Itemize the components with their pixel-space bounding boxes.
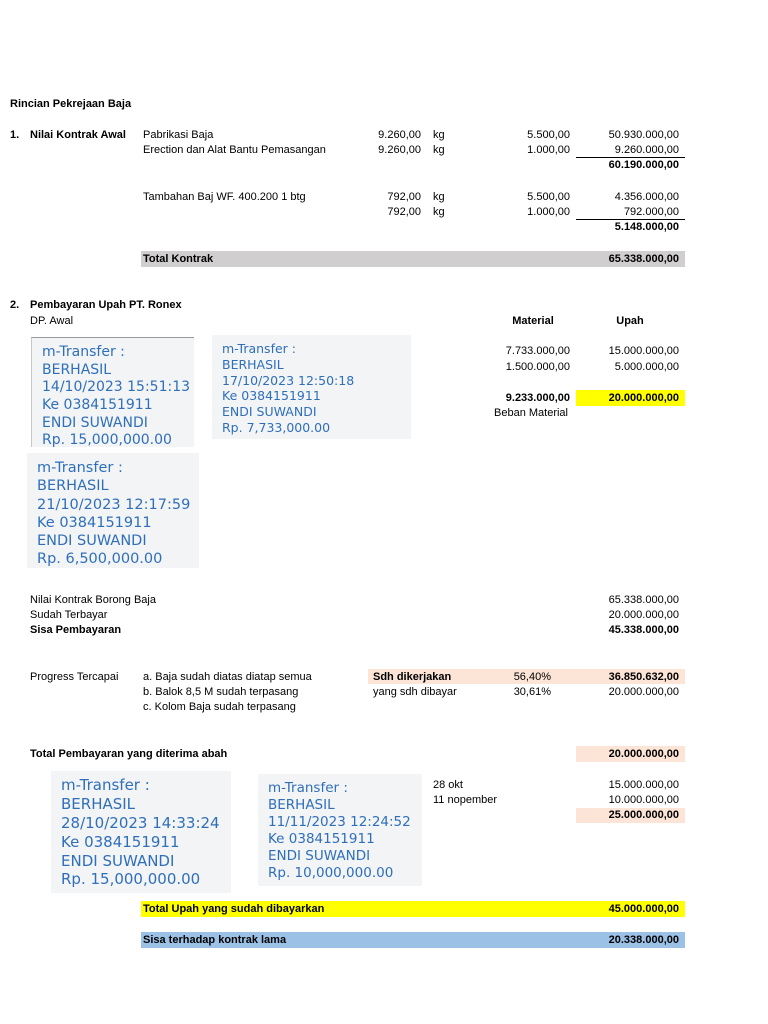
- receipt-line: m-Transfer :: [37, 460, 123, 476]
- row-total: 50.930.000,00: [608, 129, 679, 141]
- receipt-line: BERHASIL: [61, 794, 136, 813]
- row-unit: kg: [433, 191, 445, 203]
- progress-item: c. Kolom Baja sudah terpasang: [143, 701, 296, 713]
- receipt-line: BERHASIL: [222, 356, 284, 372]
- material-value: 1.500.000,00: [505, 361, 570, 373]
- done-label: Sdh dikerjakan: [373, 671, 452, 683]
- receipt-line: Rp. 15,000,000.00: [42, 432, 172, 449]
- row-price: 5.500,00: [527, 191, 570, 203]
- received-label: Total Pembayaran yang diterima abah: [30, 748, 228, 760]
- row-total: 9.260.000,00: [614, 144, 679, 156]
- sudah-terbayar-value: 20.000.000,00: [608, 609, 679, 621]
- paid-percent: 30,61%: [513, 686, 551, 698]
- receipt-line: BERHASIL: [37, 478, 109, 495]
- transfer-receipt: [31, 337, 194, 447]
- receipt-line: Ke 0384151911: [42, 396, 153, 413]
- receipt-line: ENDI SUWANDI: [222, 404, 317, 419]
- row-price: 5.500,00: [527, 129, 570, 141]
- subtotal-1: 60.190.000,00: [608, 159, 679, 171]
- received-value: 20.000.000,00: [608, 748, 679, 760]
- receipt-line: ENDI SUWANDI: [42, 414, 148, 431]
- transfer-receipt: [51, 771, 231, 893]
- progress-item: b. Balok 8,5 M sudah terpasang: [143, 686, 299, 698]
- row-price: 1.000,00: [527, 144, 570, 156]
- nilai-kontrak-value: 65.338.000,00: [608, 594, 679, 606]
- row-total: 4.356.000,00: [614, 191, 679, 203]
- sisa-pembayaran-value: 45.338.000,00: [608, 624, 679, 636]
- done-percent: 56,40%: [513, 671, 551, 683]
- row-qty: 792,00: [387, 206, 421, 218]
- material-sum: 9.233.000,00: [505, 392, 570, 404]
- upah-value: 5.000.000,00: [614, 361, 679, 373]
- receipt-line: ENDI SUWANDI: [268, 848, 371, 864]
- upah-sum: 20.000.000,00: [608, 392, 679, 404]
- receipt-line: Ke 0384151911: [268, 831, 375, 847]
- row-unit: kg: [433, 129, 445, 141]
- received-date: 28 okt: [433, 779, 463, 791]
- transfer-receipt: [27, 453, 199, 568]
- receipt-line: BERHASIL: [268, 797, 335, 813]
- receipt-line: Ke 0384151911: [222, 388, 321, 404]
- receipt-line: m-Transfer :: [222, 341, 296, 356]
- paid-label: yang sdh dibayar: [373, 686, 457, 698]
- row-qty: 9.260,00: [378, 144, 421, 156]
- receipt-line: 14/10/2023 15:51:13: [42, 379, 191, 396]
- row-desc: Pabrikasi Baja: [143, 129, 214, 141]
- material-value: 7.733.000,00: [505, 345, 570, 357]
- row-qty: 9.260,00: [378, 129, 421, 141]
- receipt-line: m-Transfer :: [42, 344, 125, 360]
- total-upah-value: 45.000.000,00: [608, 903, 679, 915]
- receipt-line: Rp. 7,733,000.00: [222, 419, 331, 435]
- sudah-terbayar-label: Sudah Terbayar: [30, 609, 108, 621]
- receipt-line: BERHASIL: [42, 361, 112, 378]
- paid-value: 20.000.000,00: [608, 686, 679, 698]
- sisa-pembayaran-label: Sisa Pembayaran: [30, 624, 122, 636]
- transfer-receipt: [212, 335, 411, 439]
- received-amount: 10.000.000,00: [608, 794, 679, 806]
- beban-material-label: Beban Material: [494, 407, 568, 419]
- row-desc: Tambahan Baj WF. 400.200 1 btg: [143, 191, 306, 203]
- page-title: Rincian Pekrejaan Baja: [10, 98, 132, 110]
- receipt-line: Ke 0384151911: [61, 832, 180, 851]
- row-price: 1.000,00: [527, 206, 570, 218]
- transfer-receipt: [258, 774, 422, 886]
- progress-label: Progress Tercapai: [30, 671, 119, 683]
- col-material-header: Material: [512, 315, 554, 327]
- sisa-kontrak-label: Sisa terhadap kontrak lama: [143, 934, 287, 946]
- receipt-line: ENDI SUWANDI: [37, 533, 147, 550]
- subtotal-2: 5.148.000,00: [614, 221, 679, 233]
- section-2-heading: Pembayaran Upah PT. Ronex: [30, 299, 182, 311]
- received-amount: 15.000.000,00: [608, 779, 679, 791]
- receipt-line: m-Transfer :: [268, 780, 348, 796]
- total-kontrak-value: 65.338.000,00: [608, 253, 679, 265]
- received-sum: 25.000.000,00: [608, 809, 679, 821]
- row-desc: Erection dan Alat Bantu Pemasangan: [143, 144, 326, 156]
- receipt-line: 17/10/2023 12:50:18: [222, 372, 355, 388]
- receipt-line: 11/11/2023 12:24:52: [268, 814, 411, 830]
- total-upah-label: Total Upah yang sudah dibayarkan: [143, 903, 325, 915]
- row-unit: kg: [433, 144, 445, 156]
- sisa-kontrak-value: 20.338.000,00: [608, 934, 679, 946]
- receipt-line: ENDI SUWANDI: [61, 851, 175, 870]
- receipt-line: 21/10/2023 12:17:59: [37, 496, 191, 513]
- row-total: 792.000,00: [623, 206, 679, 218]
- receipt-line: 28/10/2023 14:33:24: [61, 813, 220, 832]
- receipt-line: Rp. 10,000,000.00: [268, 865, 394, 881]
- dp-awal-label: DP. Awal: [30, 315, 74, 327]
- section-1-number: 1.: [10, 129, 20, 141]
- row-qty: 792,00: [387, 191, 421, 203]
- nilai-kontrak-label: Nilai Kontrak Borong Baja: [30, 594, 156, 606]
- done-value: 36.850.632,00: [608, 671, 679, 683]
- row-unit: kg: [433, 206, 445, 218]
- progress-item: a. Baja sudah diatas diatap semua: [143, 671, 312, 683]
- section-2-number: 2.: [10, 299, 20, 311]
- receipt-line: Ke 0384151911: [37, 514, 152, 531]
- receipt-line: Rp. 15,000,000.00: [61, 870, 201, 889]
- receipt-line: m-Transfer :: [61, 776, 150, 794]
- receipt-line: Rp. 6,500,000.00: [37, 551, 163, 568]
- section-1-heading: Nilai Kontrak Awal: [30, 129, 126, 141]
- total-kontrak-label: Total Kontrak: [143, 253, 214, 265]
- upah-value: 15.000.000,00: [608, 345, 679, 357]
- col-upah-header: Upah: [616, 315, 644, 327]
- received-date: 11 nopember: [433, 794, 498, 806]
